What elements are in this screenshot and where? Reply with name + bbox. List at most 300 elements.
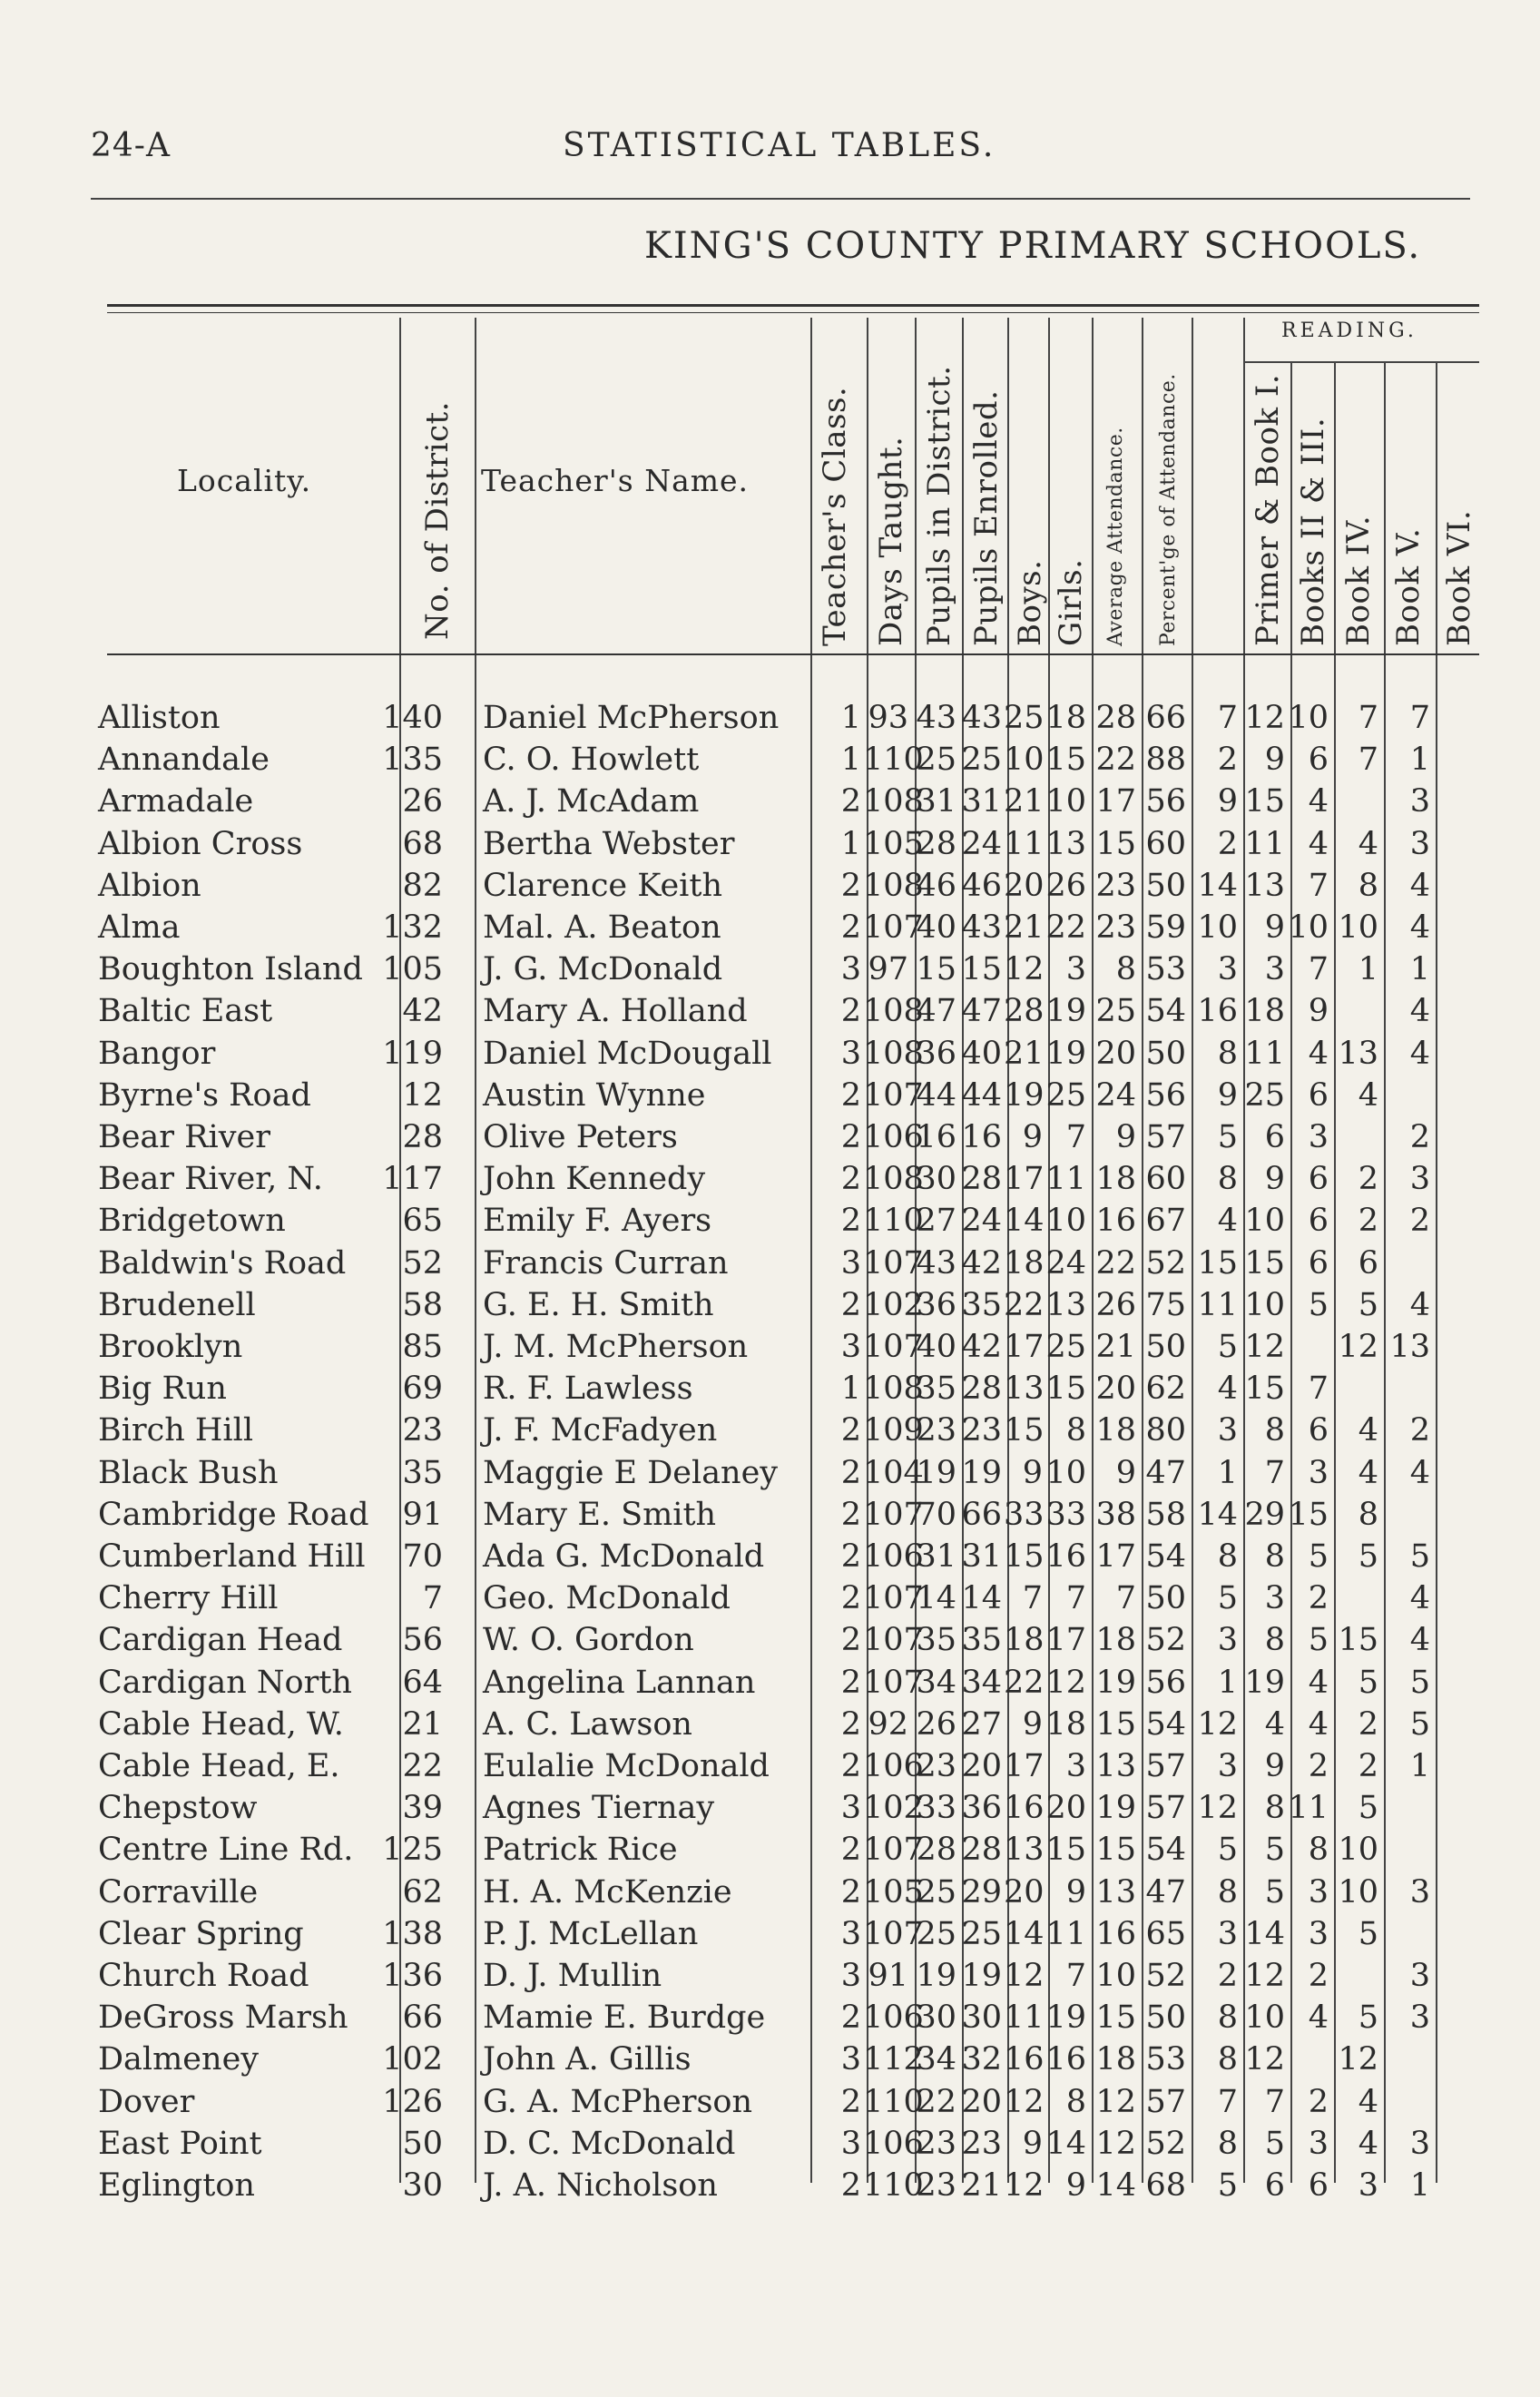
cell-locality: Annandale bbox=[98, 742, 270, 779]
cell-b1: 4 bbox=[1217, 1203, 1238, 1240]
cell-enr: 19 bbox=[961, 1454, 1002, 1491]
cell-avg: 9 bbox=[1115, 1454, 1136, 1491]
cell-locality: Albion bbox=[98, 867, 201, 904]
cell-avg: 15 bbox=[1095, 1832, 1136, 1869]
cell-pct: 56 bbox=[1145, 1076, 1186, 1114]
cell-days: 107 bbox=[863, 1329, 924, 1365]
cell-teacher: J. A. Nicholson bbox=[483, 2167, 718, 2204]
cell-days: 102 bbox=[863, 1286, 924, 1323]
cell-b23: 25 bbox=[1244, 1076, 1285, 1114]
cell-b5: 7 bbox=[1358, 700, 1378, 736]
cell-avg: 20 bbox=[1095, 1035, 1136, 1072]
book-5-header: Book V. bbox=[1390, 527, 1427, 646]
cell-cls: 2 bbox=[840, 1873, 861, 1911]
cell-days: 108 bbox=[863, 993, 924, 1030]
cell-cls: 2 bbox=[840, 1412, 861, 1449]
cell-locality: Bear River bbox=[98, 1119, 270, 1155]
cell-enr: 27 bbox=[961, 1705, 1002, 1743]
cell-locality: Brooklyn bbox=[98, 1329, 243, 1365]
cell-enr: 42 bbox=[961, 1244, 1002, 1282]
cell-days: 105 bbox=[863, 825, 924, 862]
cell-locality: East Point bbox=[98, 2125, 262, 2162]
cell-b5: 3 bbox=[1358, 2167, 1378, 2204]
cell-girls: 11 bbox=[1045, 1915, 1086, 1952]
cell-b23: 18 bbox=[1244, 993, 1285, 1030]
cell-cls: 2 bbox=[840, 783, 861, 820]
cell-b6: 1 bbox=[1409, 742, 1430, 779]
cell-days: 108 bbox=[863, 783, 924, 820]
table-row bbox=[0, 865, 1540, 907]
cell-b23: 11 bbox=[1244, 1035, 1285, 1072]
cell-girls: 8 bbox=[1065, 1412, 1086, 1449]
cell-b5: 2 bbox=[1358, 1705, 1378, 1743]
cell-girls: 15 bbox=[1045, 1370, 1086, 1408]
cell-days: 105 bbox=[863, 1873, 924, 1911]
cell-enr: 42 bbox=[961, 1329, 1002, 1365]
header-bottom-rule bbox=[107, 653, 1479, 655]
cell-enr: 31 bbox=[961, 1538, 1002, 1575]
cell-boys: 10 bbox=[1004, 742, 1045, 779]
cell-b23: 19 bbox=[1244, 1664, 1285, 1701]
cell-boys: 25 bbox=[1004, 700, 1045, 736]
table-row bbox=[0, 1787, 1540, 1829]
cell-locality: Cherry Hill bbox=[98, 1580, 279, 1617]
cell-boys: 14 bbox=[1004, 1203, 1045, 1240]
cell-cls: 3 bbox=[840, 2041, 861, 2078]
cell-avg: 16 bbox=[1095, 1203, 1136, 1240]
cell-locality: Chepstow bbox=[98, 1790, 258, 1827]
cell-pid: 28 bbox=[916, 825, 956, 862]
cell-pct: 54 bbox=[1145, 1832, 1186, 1869]
cell-pid: 31 bbox=[916, 1538, 956, 1575]
cell-b5: 2 bbox=[1358, 1748, 1378, 1784]
cell-b23: 13 bbox=[1244, 867, 1285, 904]
cell-b1: 1 bbox=[1217, 1664, 1238, 1701]
table-row bbox=[0, 1158, 1540, 1200]
cell-boys: 16 bbox=[1004, 2041, 1045, 2078]
cell-pid: 35 bbox=[916, 1622, 956, 1659]
cell-enr: 35 bbox=[961, 1286, 1002, 1323]
cell-pct: 59 bbox=[1145, 909, 1186, 946]
table-row bbox=[0, 739, 1540, 781]
cell-b6: 4 bbox=[1409, 867, 1430, 904]
cell-teacher: A. C. Lawson bbox=[483, 1705, 692, 1743]
cell-b4: 6 bbox=[1308, 742, 1329, 779]
cell-b4: 6 bbox=[1308, 1161, 1329, 1198]
cell-pct: 57 bbox=[1145, 1119, 1186, 1155]
cell-avg: 13 bbox=[1095, 1873, 1136, 1911]
cell-locality: Boughton Island bbox=[98, 951, 363, 988]
cell-girls: 14 bbox=[1045, 2125, 1086, 2162]
cell-district: 66 bbox=[402, 1999, 443, 2037]
books-2-3-header: Books II & III. bbox=[1295, 417, 1331, 646]
cell-boys: 28 bbox=[1004, 993, 1045, 1030]
cell-avg: 10 bbox=[1095, 1958, 1136, 1994]
cell-b5: 4 bbox=[1358, 1412, 1378, 1449]
cell-b4: 6 bbox=[1308, 1412, 1329, 1449]
cell-b6: 1 bbox=[1409, 1748, 1430, 1784]
cell-pid: 23 bbox=[916, 1748, 956, 1784]
cell-cls: 2 bbox=[840, 1832, 861, 1869]
cell-avg: 18 bbox=[1095, 1412, 1136, 1449]
cell-pct: 65 bbox=[1145, 1915, 1186, 1952]
average-attendance-header: Average Attendance. bbox=[1104, 427, 1127, 646]
cell-b1: 3 bbox=[1217, 1622, 1238, 1659]
cell-b1: 9 bbox=[1217, 1076, 1238, 1114]
cell-cls: 2 bbox=[840, 1286, 861, 1323]
cell-b1: 3 bbox=[1217, 951, 1238, 988]
cell-b4: 6 bbox=[1308, 1203, 1329, 1240]
cell-locality: Brudenell bbox=[98, 1286, 256, 1323]
cell-teacher: G. E. H. Smith bbox=[483, 1286, 714, 1323]
cell-b6: 1 bbox=[1409, 951, 1430, 988]
cell-pct: 56 bbox=[1145, 783, 1186, 820]
table-row bbox=[0, 1829, 1540, 1871]
cell-pid: 34 bbox=[916, 2041, 956, 2078]
cell-b23: 15 bbox=[1244, 1244, 1285, 1282]
cell-girls: 25 bbox=[1045, 1329, 1086, 1365]
cell-locality: Cable Head, W. bbox=[98, 1705, 344, 1743]
cell-cls: 2 bbox=[840, 1664, 861, 1701]
cell-b23: 9 bbox=[1264, 909, 1285, 946]
cell-days: 106 bbox=[863, 2125, 924, 2162]
cell-b1: 5 bbox=[1217, 1119, 1238, 1155]
cell-avg: 17 bbox=[1095, 1538, 1136, 1575]
cell-girls: 15 bbox=[1045, 742, 1086, 779]
cell-pct: 50 bbox=[1145, 867, 1186, 904]
cell-enr: 25 bbox=[961, 742, 1002, 779]
cell-avg: 21 bbox=[1095, 1329, 1136, 1365]
cell-b23: 11 bbox=[1244, 825, 1285, 862]
cell-boys: 9 bbox=[1022, 1454, 1043, 1491]
cell-girls: 3 bbox=[1065, 951, 1086, 988]
cell-pid: 28 bbox=[916, 1832, 956, 1869]
cell-pct: 47 bbox=[1145, 1873, 1186, 1911]
cell-b1: 5 bbox=[1217, 1580, 1238, 1617]
cell-b6: 2 bbox=[1409, 1119, 1430, 1155]
table-row bbox=[0, 2123, 1540, 2165]
cell-b1: 2 bbox=[1217, 742, 1238, 779]
cell-days: 106 bbox=[863, 1999, 924, 2037]
cell-district: 21 bbox=[402, 1705, 443, 1743]
cell-pct: 56 bbox=[1145, 1664, 1186, 1701]
cell-days: 110 bbox=[863, 2083, 924, 2120]
cell-b23: 12 bbox=[1244, 2041, 1285, 2078]
cell-pct: 57 bbox=[1145, 1790, 1186, 1827]
cell-b5: 5 bbox=[1358, 1790, 1378, 1827]
cell-enr: 29 bbox=[961, 1873, 1002, 1911]
cell-boys: 12 bbox=[1004, 2167, 1045, 2204]
cell-girls: 18 bbox=[1045, 700, 1086, 736]
cell-locality: Cumberland Hill bbox=[98, 1538, 366, 1575]
cell-b5: 8 bbox=[1358, 1496, 1378, 1533]
table-row bbox=[0, 2165, 1540, 2206]
cell-teacher: Ada G. McDonald bbox=[483, 1538, 765, 1575]
girls-header: Girls. bbox=[1053, 558, 1089, 646]
cell-days: 107 bbox=[863, 1244, 924, 1282]
cell-girls: 33 bbox=[1045, 1496, 1086, 1533]
cell-pid: 15 bbox=[916, 951, 956, 988]
cell-b6: 4 bbox=[1409, 1580, 1430, 1617]
cell-cls: 2 bbox=[840, 1580, 861, 1617]
cell-avg: 23 bbox=[1095, 909, 1136, 946]
cell-enr: 32 bbox=[961, 2041, 1002, 2078]
cell-boys: 12 bbox=[1004, 2083, 1045, 2120]
cell-days: 102 bbox=[863, 1790, 924, 1827]
table-row bbox=[0, 823, 1540, 865]
cell-b4: 6 bbox=[1308, 1076, 1329, 1114]
cell-girls: 15 bbox=[1045, 1832, 1086, 1869]
cell-b23: 14 bbox=[1244, 1915, 1285, 1952]
cell-pid: 46 bbox=[916, 867, 956, 904]
cell-district: 102 bbox=[382, 2041, 443, 2078]
cell-enr: 44 bbox=[961, 1076, 1002, 1114]
cell-b4: 5 bbox=[1308, 1538, 1329, 1575]
cell-pct: 57 bbox=[1145, 2083, 1186, 2120]
cell-b6: 2 bbox=[1409, 1412, 1430, 1449]
cell-pid: 30 bbox=[916, 1161, 956, 1198]
table-top-rule-thin bbox=[107, 312, 1479, 313]
cell-district: 82 bbox=[402, 867, 443, 904]
cell-teacher: Clarence Keith bbox=[483, 867, 722, 904]
cell-b1: 8 bbox=[1217, 1999, 1238, 2037]
cell-b4: 5 bbox=[1308, 1286, 1329, 1323]
cell-b1: 2 bbox=[1217, 825, 1238, 862]
cell-locality: Albion Cross bbox=[98, 825, 303, 862]
cell-pid: 70 bbox=[916, 1496, 956, 1533]
cell-locality: Armadale bbox=[98, 783, 254, 820]
cell-avg: 19 bbox=[1095, 1790, 1136, 1827]
teachers-class-header: Teacher's Class. bbox=[817, 386, 853, 646]
cell-pct: 54 bbox=[1145, 1705, 1186, 1743]
cell-pid: 34 bbox=[916, 1664, 956, 1701]
cell-boys: 18 bbox=[1004, 1244, 1045, 1282]
cell-avg: 15 bbox=[1095, 825, 1136, 862]
cell-cls: 3 bbox=[840, 1244, 861, 1282]
table-row bbox=[0, 1410, 1540, 1451]
cell-girls: 10 bbox=[1045, 1454, 1086, 1491]
cell-b5: 4 bbox=[1358, 2125, 1378, 2162]
cell-cls: 3 bbox=[840, 1915, 861, 1952]
cell-boys: 21 bbox=[1004, 909, 1045, 946]
cell-enr: 16 bbox=[961, 1119, 1002, 1155]
cell-pct: 62 bbox=[1145, 1370, 1186, 1408]
cell-cls: 2 bbox=[840, 909, 861, 946]
cell-b1: 7 bbox=[1217, 2083, 1238, 2120]
cell-teacher: C. O. Howlett bbox=[483, 742, 700, 779]
cell-cls: 1 bbox=[840, 742, 861, 779]
cell-pid: 19 bbox=[916, 1958, 956, 1994]
cell-b5: 4 bbox=[1358, 1076, 1378, 1114]
cell-enr: 66 bbox=[961, 1496, 1002, 1533]
cell-pct: 58 bbox=[1145, 1496, 1186, 1533]
percentage-attendance-header: Percent'ge of Attendance. bbox=[1157, 373, 1180, 646]
cell-days: 112 bbox=[863, 2041, 924, 2078]
cell-district: 58 bbox=[402, 1286, 443, 1323]
cell-girls: 11 bbox=[1045, 1161, 1086, 1198]
cell-b1: 7 bbox=[1217, 700, 1238, 736]
cell-avg: 22 bbox=[1095, 742, 1136, 779]
cell-district: 125 bbox=[382, 1832, 443, 1869]
cell-b23: 4 bbox=[1264, 1705, 1285, 1743]
cell-avg: 18 bbox=[1095, 1622, 1136, 1659]
book-4-header: Book IV. bbox=[1340, 515, 1377, 646]
cell-pid: 19 bbox=[916, 1454, 956, 1491]
cell-locality: Eglington bbox=[98, 2167, 255, 2204]
cell-district: 50 bbox=[402, 2125, 443, 2162]
cell-b5: 4 bbox=[1358, 2083, 1378, 2120]
cell-b6: 3 bbox=[1409, 2125, 1430, 2162]
cell-pid: 25 bbox=[916, 1873, 956, 1911]
cell-pct: 52 bbox=[1145, 1622, 1186, 1659]
cell-district: 68 bbox=[402, 825, 443, 862]
cell-locality: Cable Head, E. bbox=[98, 1748, 340, 1784]
cell-pct: 50 bbox=[1145, 1580, 1186, 1617]
cell-cls: 2 bbox=[840, 1538, 861, 1575]
cell-boys: 7 bbox=[1022, 1580, 1043, 1617]
cell-b6: 13 bbox=[1389, 1329, 1430, 1365]
pupils-enrolled-header: Pupils Enrolled. bbox=[968, 389, 1005, 646]
cell-avg: 9 bbox=[1115, 1119, 1136, 1155]
cell-b1: 14 bbox=[1197, 1496, 1238, 1533]
cell-locality: Corraville bbox=[98, 1873, 259, 1911]
cell-b5: 12 bbox=[1338, 2041, 1378, 2078]
table-row bbox=[0, 2081, 1540, 2123]
cell-pct: 68 bbox=[1145, 2167, 1186, 2204]
cell-locality: Alliston bbox=[98, 700, 221, 736]
cell-girls: 3 bbox=[1065, 1748, 1086, 1784]
cell-b4: 6 bbox=[1308, 2167, 1329, 2204]
cell-b1: 3 bbox=[1217, 1412, 1238, 1449]
cell-b6: 3 bbox=[1409, 1999, 1430, 2037]
cell-b4: 3 bbox=[1308, 1119, 1329, 1155]
cell-b4: 5 bbox=[1308, 1622, 1329, 1659]
cell-pid: 23 bbox=[916, 2167, 956, 2204]
cell-days: 107 bbox=[863, 1622, 924, 1659]
cell-cls: 2 bbox=[840, 993, 861, 1030]
table-row bbox=[0, 1704, 1540, 1745]
cell-cls: 2 bbox=[840, 1203, 861, 1240]
cell-girls: 19 bbox=[1045, 1035, 1086, 1072]
cell-enr: 24 bbox=[961, 1203, 1002, 1240]
cell-district: 85 bbox=[402, 1329, 443, 1365]
table-row bbox=[0, 1619, 1540, 1661]
cell-cls: 2 bbox=[840, 1161, 861, 1198]
cell-avg: 8 bbox=[1115, 951, 1136, 988]
days-taught-header: Days Taught. bbox=[873, 436, 909, 646]
cell-b23: 10 bbox=[1244, 1203, 1285, 1240]
cell-b23: 29 bbox=[1244, 1496, 1285, 1533]
cell-b1: 11 bbox=[1197, 1286, 1238, 1323]
cell-boys: 9 bbox=[1022, 1705, 1043, 1743]
cell-district: 69 bbox=[402, 1370, 443, 1408]
cell-b1: 12 bbox=[1197, 1790, 1238, 1827]
cell-b4: 4 bbox=[1308, 825, 1329, 862]
cell-boys: 13 bbox=[1004, 1370, 1045, 1408]
cell-locality: Cambridge Road bbox=[98, 1496, 369, 1533]
cell-avg: 15 bbox=[1095, 1999, 1136, 2037]
cell-teacher: H. A. McKenzie bbox=[483, 1873, 732, 1911]
cell-enr: 30 bbox=[961, 1999, 1002, 2037]
cell-b4: 11 bbox=[1288, 1790, 1329, 1827]
cell-days: 91 bbox=[868, 1958, 908, 1994]
cell-pid: 14 bbox=[916, 1580, 956, 1617]
cell-district: 140 bbox=[382, 700, 443, 736]
table-row bbox=[0, 1326, 1540, 1368]
cell-b1: 3 bbox=[1217, 1915, 1238, 1952]
cell-locality: Church Road bbox=[98, 1958, 309, 1994]
cell-b1: 10 bbox=[1197, 909, 1238, 946]
cell-boys: 13 bbox=[1004, 1832, 1045, 1869]
cell-locality: Bridgetown bbox=[98, 1203, 286, 1240]
cell-locality: Big Run bbox=[98, 1370, 227, 1408]
cell-pct: 50 bbox=[1145, 1329, 1186, 1365]
cell-b5: 8 bbox=[1358, 867, 1378, 904]
cell-b4: 2 bbox=[1308, 1958, 1329, 1994]
cell-district: 42 bbox=[402, 993, 443, 1030]
table-title: KING'S COUNTY PRIMARY SCHOOLS. bbox=[644, 225, 1422, 267]
cell-boys: 21 bbox=[1004, 1035, 1045, 1072]
cell-pid: 33 bbox=[916, 1790, 956, 1827]
cell-teacher: R. F. Lawless bbox=[483, 1370, 693, 1408]
cell-b5: 5 bbox=[1358, 1286, 1378, 1323]
cell-b23: 3 bbox=[1264, 1580, 1285, 1617]
cell-days: 108 bbox=[863, 1035, 924, 1072]
cell-b4: 7 bbox=[1308, 1370, 1329, 1408]
cell-teacher: John A. Gillis bbox=[483, 2041, 692, 2078]
cell-teacher: Eulalie McDonald bbox=[483, 1748, 770, 1784]
cell-teacher: Daniel McDougall bbox=[483, 1035, 772, 1072]
cell-cls: 2 bbox=[840, 1748, 861, 1784]
cell-avg: 26 bbox=[1095, 1286, 1136, 1323]
cell-days: 110 bbox=[863, 742, 924, 779]
cell-boys: 12 bbox=[1004, 1958, 1045, 1994]
locality-header: Locality. bbox=[177, 463, 312, 498]
cell-days: 104 bbox=[863, 1454, 924, 1491]
cell-district: 39 bbox=[402, 1790, 443, 1827]
cell-district: 135 bbox=[382, 742, 443, 779]
cell-b23: 12 bbox=[1244, 1329, 1285, 1365]
cell-pid: 30 bbox=[916, 1999, 956, 2037]
cell-boys: 12 bbox=[1004, 951, 1045, 988]
cell-b5: 13 bbox=[1338, 1035, 1378, 1072]
cell-b6: 3 bbox=[1409, 1958, 1430, 1994]
cell-avg: 15 bbox=[1095, 1705, 1136, 1743]
cell-pid: 31 bbox=[916, 783, 956, 820]
cell-enr: 15 bbox=[961, 951, 1002, 988]
cell-girls: 19 bbox=[1045, 993, 1086, 1030]
table-row bbox=[0, 907, 1540, 948]
cell-boys: 17 bbox=[1004, 1748, 1045, 1784]
cell-district: 12 bbox=[402, 1076, 443, 1114]
cell-district: 52 bbox=[402, 1244, 443, 1282]
cell-district: 62 bbox=[402, 1873, 443, 1911]
cell-cls: 2 bbox=[840, 1076, 861, 1114]
cell-girls: 8 bbox=[1065, 2083, 1086, 2120]
teacher-name-header: Teacher's Name. bbox=[481, 463, 750, 498]
cell-girls: 12 bbox=[1045, 1664, 1086, 1701]
cell-pid: 43 bbox=[916, 700, 956, 736]
cell-b6: 4 bbox=[1409, 909, 1430, 946]
cell-b1: 16 bbox=[1197, 993, 1238, 1030]
cell-cls: 2 bbox=[840, 1496, 861, 1533]
cell-b5: 5 bbox=[1358, 1999, 1378, 2037]
cell-boys: 22 bbox=[1004, 1664, 1045, 1701]
cell-b1: 4 bbox=[1217, 1370, 1238, 1408]
cell-b5: 10 bbox=[1338, 1873, 1378, 1911]
cell-cls: 1 bbox=[840, 700, 861, 736]
cell-b4: 3 bbox=[1308, 1915, 1329, 1952]
